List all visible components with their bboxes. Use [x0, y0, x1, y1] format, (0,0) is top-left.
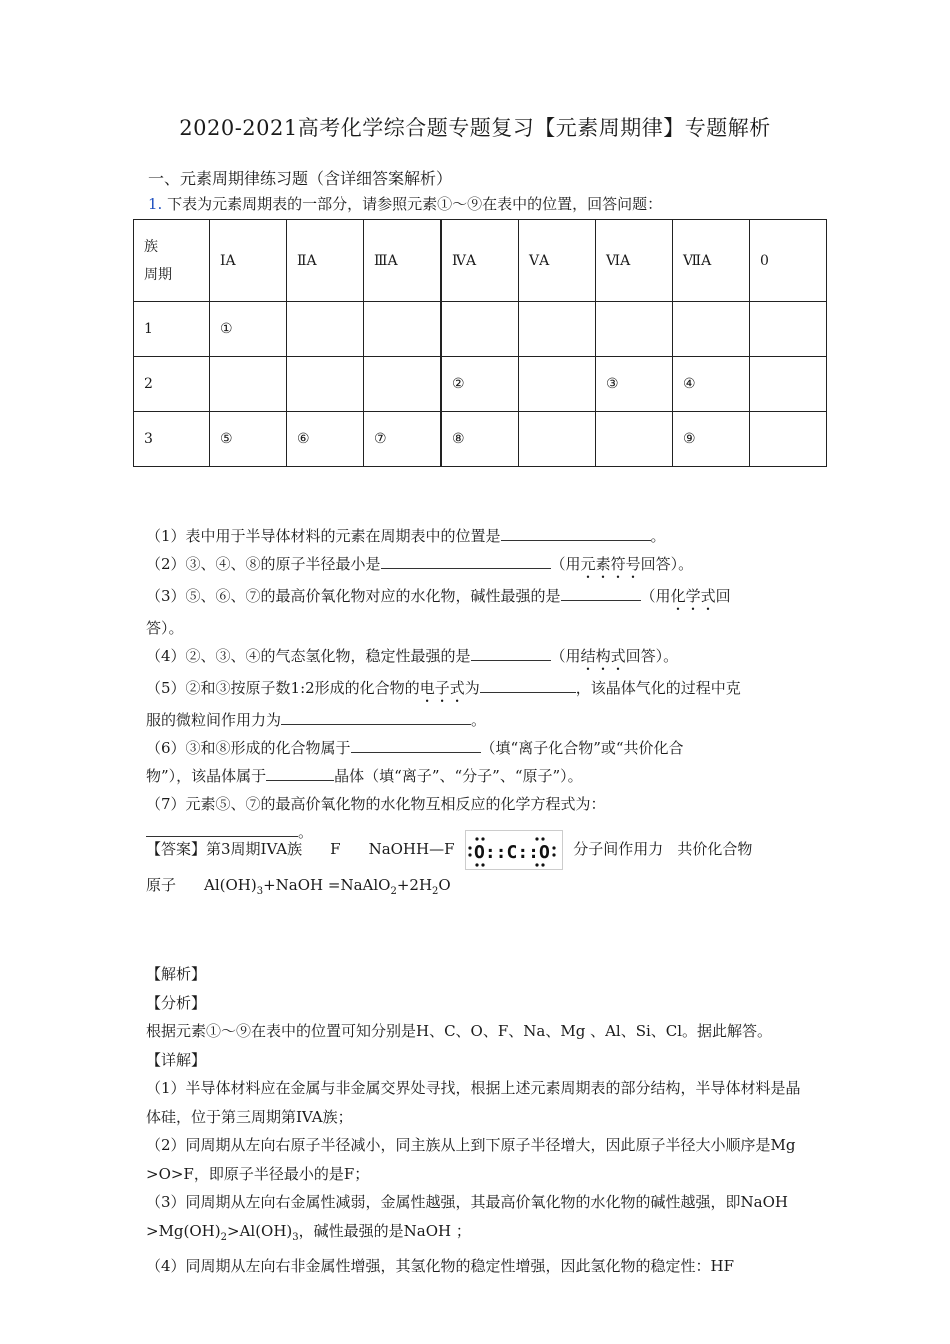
- q2-text: （2）③、④、⑧的原子半径最小是: [146, 555, 381, 573]
- group-header: ⅡA: [287, 220, 364, 302]
- corner-period-label: 周期: [144, 266, 172, 283]
- answer-4: H—F: [416, 840, 455, 858]
- element-cell: [364, 357, 442, 412]
- q6-cont-text: 物”），该晶体属于: [146, 767, 267, 785]
- element-cell: ①: [210, 302, 287, 357]
- question-text: 下表为元素周期表的一部分，请参照元素①～⑨在表中的位置，回答问题：: [167, 195, 663, 213]
- question-prompt: [148, 193, 662, 214]
- q5-text-b: 为: [464, 679, 480, 697]
- answer-blank[interactable]: [471, 644, 551, 661]
- sub-questions: [146, 522, 810, 846]
- lewis-formula: O::C::O: [474, 842, 551, 863]
- group-header: ⅠA: [210, 220, 287, 302]
- period-cell: 2: [134, 357, 210, 412]
- sub-question-6-cont: [146, 762, 810, 790]
- element-cell: ⑧: [441, 412, 519, 467]
- detail-4: （4）同周期从左向右非金属性增强，其氢化物的稳定性增强，因此氢化物的稳定性：HF: [146, 1257, 735, 1275]
- sub-question-5: [146, 674, 810, 706]
- sub-question-7: （7）元素⑤、⑦的最高价氧化物的水化物互相反应的化学方程式为：: [146, 795, 606, 813]
- answer-blank[interactable]: [381, 552, 551, 569]
- answer-6: 共价化合物: [677, 840, 753, 858]
- q3-text: （3）⑤、⑥、⑦的最高价氧化物对应的水化物，碱性最强的是: [146, 587, 561, 605]
- element-cell: [364, 302, 442, 357]
- answer-blank[interactable]: [351, 736, 481, 753]
- element-cell: ⑦: [364, 412, 442, 467]
- table-row: [134, 302, 827, 357]
- element-cell: ⑨: [673, 412, 750, 467]
- element-cell: [287, 357, 364, 412]
- section-heading: 一、元素周期律练习题（含详细答案解析）: [148, 169, 453, 188]
- element-cell: [673, 302, 750, 357]
- table-row: [134, 357, 827, 412]
- sub-question-2: [146, 550, 810, 582]
- q5-end: 。: [471, 711, 487, 729]
- group-header: 0: [750, 220, 827, 302]
- q4-hint-end: 回答）。: [625, 647, 679, 665]
- answer-equation: $Al(OH)_3+NaOH$ $=NaAlO_2+2H_2O$: [204, 876, 451, 897]
- q4-hint-emphasis: 结构式: [580, 647, 626, 665]
- element-cell: [596, 412, 673, 467]
- answer-blank[interactable]: [266, 764, 334, 781]
- group-header: ⅢA: [364, 220, 442, 302]
- detail-3: （3）同周期从左向右金属性减弱，金属性越强，其最高价氧化物的水化物的碱性越强，即NaOH $>Mg(OH)_2>Al(OH)_3$，碱性最强的是NaOH ；: [146, 1193, 788, 1243]
- q4-text: （4）②、③、④的气态氢化物，稳定性最强的是: [146, 647, 471, 665]
- table-header-row: [134, 220, 827, 302]
- answer-line-1: [146, 830, 826, 870]
- q3-hint-end: 回: [715, 587, 731, 605]
- answer-3: NaOH: [368, 840, 417, 858]
- period-cell: 1: [134, 302, 210, 357]
- element-cell: [441, 302, 519, 357]
- answer-blank[interactable]: [501, 524, 651, 541]
- sub-question-4: [146, 642, 810, 674]
- q3-hint: （用: [640, 587, 671, 605]
- sub-question-1: [146, 522, 810, 550]
- analysis-block: [146, 960, 810, 1281]
- answer-blank[interactable]: [561, 584, 641, 601]
- answer-5: 分子间作用力: [573, 840, 664, 858]
- table-row: [134, 412, 827, 467]
- answer-blank[interactable]: [281, 708, 471, 725]
- group-header: ⅦA: [673, 220, 750, 302]
- q6-cont-text-b: 晶体（填“离子”、“分子”、“原子”）。: [334, 767, 583, 785]
- sub-question-3-cont: 答）。: [146, 619, 184, 637]
- q5-cont-text: 服的微粒间作用力为: [146, 711, 282, 729]
- element-cell: ②: [441, 357, 519, 412]
- element-cell: ⑥: [287, 412, 364, 467]
- table-corner-cell: [134, 220, 210, 302]
- detail-2: （2）同周期从左向右原子半径减小，同主族从上到下原子半径增大，因此原子半径大小顺序是Mg >O>F，即原子半径最小的是F；: [146, 1136, 796, 1183]
- q1-end: 。: [650, 527, 666, 545]
- element-cell: ④: [673, 357, 750, 412]
- answer-line-2: [146, 870, 826, 907]
- q4-hint: （用: [550, 647, 581, 665]
- q5-text-c: ，该晶体气化的过程中克: [575, 679, 741, 697]
- q2-hint: （用: [550, 555, 581, 573]
- lewis-structure-svg: [466, 831, 562, 869]
- element-cell: [287, 302, 364, 357]
- fenxi-text: 根据元素①～⑨在表中的位置可知分别是H、C、O、F、Na、Mg 、Al、Si、Cl。据此解答。: [146, 1022, 773, 1040]
- answer-blank[interactable]: [480, 676, 576, 693]
- q7-end: 。: [298, 823, 314, 841]
- q1-text: （1）表中用于半导体材料的元素在周期表中的位置是: [146, 527, 501, 545]
- q5-text: （5）②和③按原子数1:2形成的化合物的: [146, 679, 420, 697]
- xiangjie-label: 【详解】: [146, 1050, 207, 1069]
- fenxi-label: 【分析】: [146, 993, 207, 1012]
- q6-text-b: （填“离子化合物”或“共价化合: [480, 739, 684, 757]
- answer-label: 【答案】: [146, 840, 207, 858]
- element-cell: [519, 302, 596, 357]
- element-cell: ③: [596, 357, 673, 412]
- sub-question-6: [146, 734, 810, 762]
- jiexi-label: 【解析】: [146, 965, 207, 983]
- q3-hint-emphasis: 化学式: [670, 587, 716, 605]
- page-title: 2020-2021高考化学综合题专题复习【元素周期律】专题解析: [179, 116, 771, 140]
- sub-question-5-cont: [146, 706, 810, 734]
- element-cell: [210, 357, 287, 412]
- element-cell: [750, 412, 827, 467]
- group-header: ⅤA: [519, 220, 596, 302]
- answer-1: 第3周期IVA族: [206, 840, 303, 858]
- group-header: ⅥA: [596, 220, 673, 302]
- answer-7: 原子: [146, 876, 177, 894]
- element-cell: ⑤: [210, 412, 287, 467]
- sub-question-3: [146, 582, 810, 614]
- co2-electron-dot-image: [465, 830, 563, 870]
- answer-2: F: [330, 840, 341, 858]
- period-cell: 3: [134, 412, 210, 467]
- q5-emphasis: 电子式: [419, 679, 465, 697]
- element-cell: [519, 412, 596, 467]
- element-cell: [519, 357, 596, 412]
- question-number: 1.: [148, 195, 163, 213]
- periodic-table: [133, 219, 827, 467]
- q2-hint-emphasis: 元素符号: [580, 555, 641, 573]
- detail-1: （1）半导体材料应在金属与非金属交界处寻找，根据上述元素周期表的部分结构，半导体材料是晶体硅，位于第三周期第IVA族；: [146, 1079, 801, 1126]
- element-cell: [596, 302, 673, 357]
- answer-block: [146, 830, 826, 907]
- element-cell: [750, 302, 827, 357]
- corner-group-label: 族: [144, 238, 158, 255]
- element-cell: [750, 357, 827, 412]
- group-header: ⅣA: [441, 220, 519, 302]
- q6-text: （6）③和⑧形成的化合物属于: [146, 739, 351, 757]
- q2-hint-end: 回答）。: [640, 555, 694, 573]
